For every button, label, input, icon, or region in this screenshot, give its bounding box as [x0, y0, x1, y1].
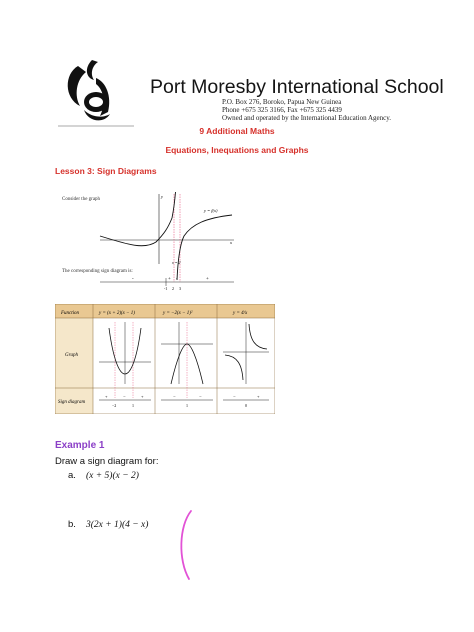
y-axis-label: y — [161, 194, 163, 199]
row-sign-label: Sign diagram — [58, 400, 86, 405]
example-title: Example 1 — [55, 440, 105, 451]
header-function: Function — [61, 311, 80, 316]
problem-expression: (x + 5)(x − 2) — [86, 471, 139, 481]
phone-line: Phone +675 325 3166, Fax +675 325 4439 — [222, 106, 342, 114]
tick-label: 0 — [245, 403, 247, 408]
sign-label: + — [141, 394, 144, 399]
tick-label: 3 — [179, 286, 181, 290]
owner-line: Owned and operated by the International Education Agency. — [222, 114, 392, 122]
sign-label: - — [176, 277, 178, 282]
example-instruction: Draw a sign diagram for: — [55, 456, 159, 467]
problem-expression: 3(2x + 1)(4 − x) — [86, 520, 149, 530]
x-axis-label: x — [230, 240, 232, 245]
function-1: y = (x + 2)(x − 1) — [99, 311, 135, 316]
school-logo — [54, 56, 138, 132]
sign-label: + — [168, 277, 171, 282]
sign-label: − — [123, 394, 126, 399]
address-line: P.O. Box 276, Boroko, Papua New Guinea — [222, 98, 342, 106]
tick-label: -1 — [164, 286, 168, 290]
sign-diagram-table — [55, 304, 275, 414]
school-name: Port Moresby International School — [150, 76, 444, 98]
lesson-title: Lesson 3: Sign Diagrams — [55, 166, 157, 176]
sign-label: + — [257, 394, 260, 399]
problem-label: a. — [68, 470, 76, 481]
tick-label: −2 — [112, 403, 117, 408]
consider-text: Consider the graph — [62, 197, 101, 202]
problem-label: b. — [68, 519, 76, 530]
sign-label: − — [199, 394, 202, 399]
tick-label: 1 — [132, 403, 134, 408]
sign-label: − — [233, 394, 236, 399]
problem-a — [68, 470, 139, 481]
sign-label: + — [206, 277, 209, 282]
corresponding-text: The corresponding sign diagram is: — [62, 269, 133, 274]
problem-b — [68, 519, 148, 530]
sign-label: + — [105, 394, 108, 399]
course-topic: Equations, Inequations and Graphs — [165, 145, 309, 155]
sign-label: − — [173, 394, 176, 399]
function-2: y = −2(x − 1)² — [163, 311, 193, 316]
function-label: y = f(x) — [204, 208, 218, 213]
function-3: y = 4/x — [233, 311, 248, 316]
course-grade: 9 Additional Maths — [199, 126, 275, 136]
asymptote-label: x = 2 — [172, 260, 181, 265]
tick-label: 2 — [172, 286, 174, 290]
row-graph-label: Graph — [65, 353, 79, 358]
sign-label: - — [132, 277, 134, 282]
handwritten-bracket — [175, 508, 195, 582]
example-graph-figure — [56, 188, 246, 290]
tick-label: 1 — [186, 403, 188, 408]
